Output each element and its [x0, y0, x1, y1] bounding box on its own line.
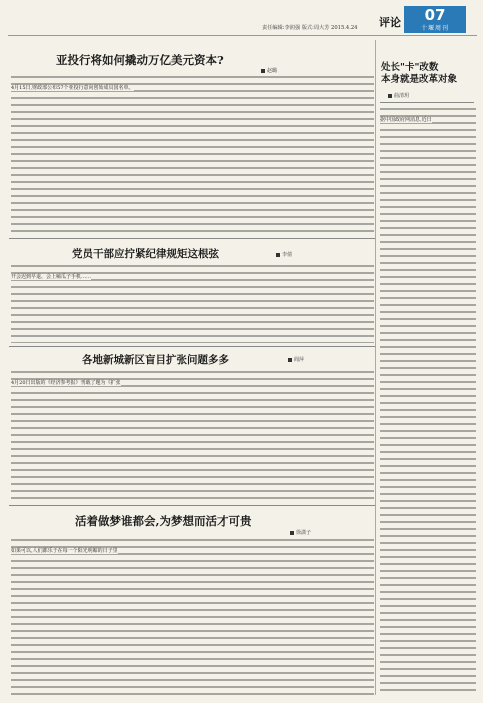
- divider: [9, 238, 375, 239]
- article-1-title: 亚投行将如何撬动万亿美元资本?: [56, 53, 224, 67]
- divider: [380, 102, 474, 103]
- author-square-icon: [288, 358, 292, 362]
- divider: [9, 346, 375, 347]
- column-divider: [375, 40, 376, 695]
- article-1-author: 赵璐: [261, 67, 277, 74]
- article-4-body: 如果可以,人们都乐于在每一个阳光明媚的日子里: [11, 537, 374, 695]
- weekly-label: 十堰周刊: [404, 24, 466, 33]
- author-square-icon: [388, 94, 392, 98]
- article-3-author: 阎萍: [288, 356, 304, 363]
- author-square-icon: [290, 531, 294, 535]
- header-meta: 责任编辑:李润强 版式:周大芳 2015.4.24: [262, 25, 358, 31]
- article-4-title: 活着做梦谁都会,为梦想而活才可贵: [75, 514, 252, 528]
- divider: [9, 505, 375, 506]
- page-number: 07: [404, 6, 466, 24]
- section-title: 评论: [379, 16, 401, 29]
- author-square-icon: [276, 253, 280, 257]
- author-square-icon: [261, 69, 265, 73]
- header-rule: [8, 35, 477, 36]
- article-1-body: 4月15日,财政部公布57个亚投行意向创始成员国名单。: [11, 74, 374, 233]
- article-2-title: 党员干部应拧紧纪律规矩这根弦: [72, 248, 219, 260]
- article-3-title: 各地新城新区盲目扩张问题多多: [82, 354, 229, 366]
- article-5-title: 处长"卡"改数 本身就是改革对象: [381, 62, 458, 85]
- article-3-body: 4月20日出版的《经济参考报》刊载了题为《扩张: [11, 369, 374, 501]
- article-4-author: 徐潇子: [290, 529, 311, 536]
- article-5-author: 曲清玥: [388, 92, 409, 99]
- article-2-author: 李倩: [276, 251, 292, 258]
- article-5-body: 据中国政府网消息,近日: [380, 106, 476, 695]
- article-2-body: 开会迟到早退、会上嗑瓜子手机……: [11, 263, 374, 343]
